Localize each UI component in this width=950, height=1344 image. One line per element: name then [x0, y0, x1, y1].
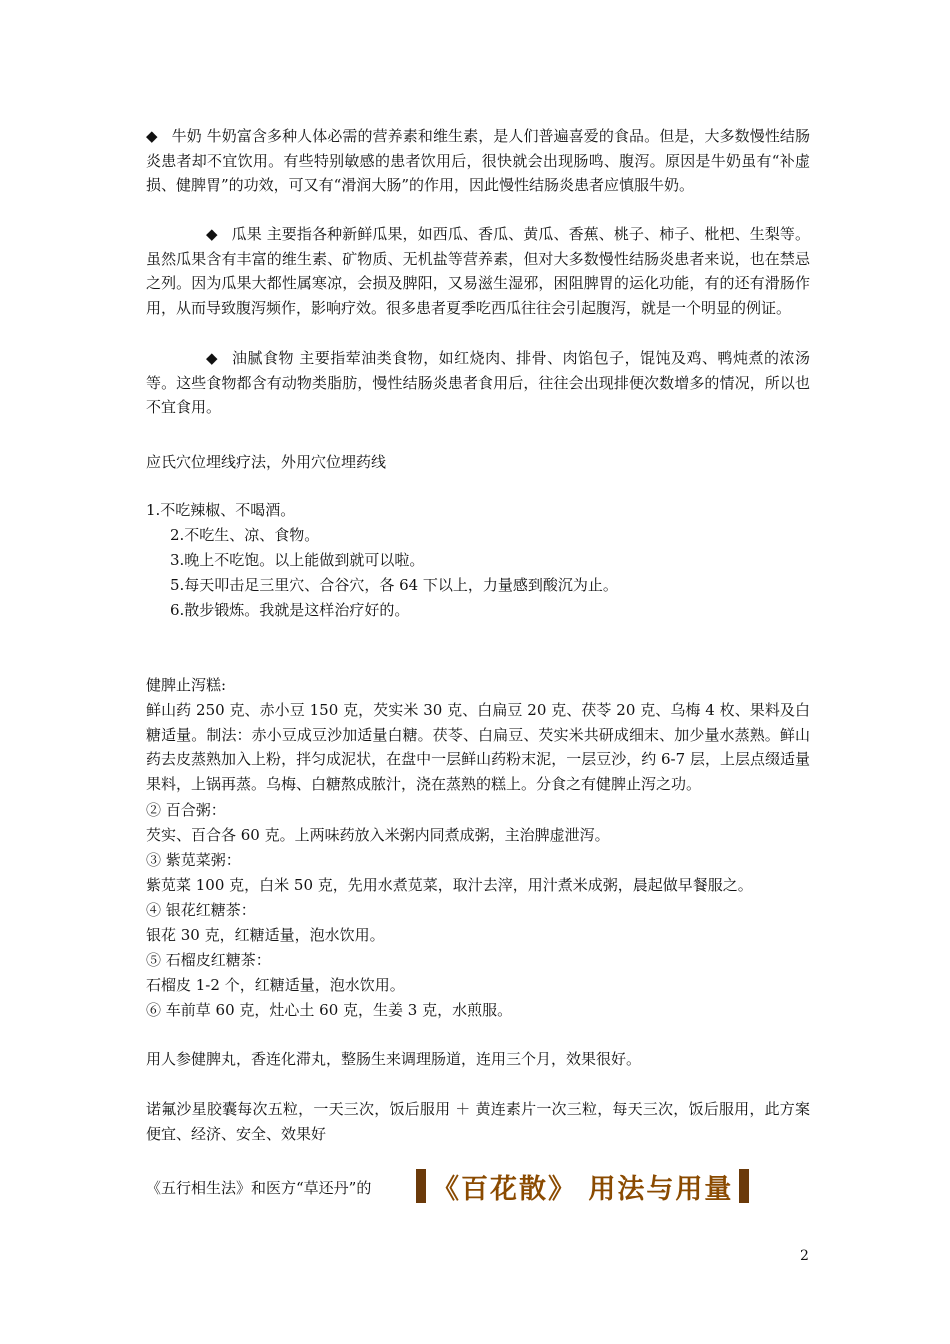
tip-item: 2.不吃生、凉、食物。: [170, 526, 320, 544]
recipe-line: 银花 30 克，红糖适量，泡水饮用。: [146, 926, 385, 944]
recipe-line: ③ 紫苋菜粥：: [146, 851, 241, 869]
banner-text: 《百花散》 用法与用量: [432, 1173, 734, 1205]
greasy-text: 油腻食物 主要指荤油类食物，如红烧肉、排骨、肉馅包子，馄饨及鸡、鸭炖煮的浓汤等。这些食物都含有动物类脂肪，慢性结肠炎患者食用后，往往会出现排便次数增多的情况，所以也不宜食用。: [146, 349, 810, 416]
recipe-line: ④ 银花红糖茶：: [146, 901, 256, 919]
diamond-bullet-icon: ◆: [146, 127, 158, 145]
diamond-bullet-icon: ◆: [206, 225, 218, 243]
tip-item: 3.晚上不吃饱。以上能做到就可以啦。: [170, 551, 425, 569]
recipe-line: 紫苋菜 100 克，白米 50 克，先用水煮苋菜，取汁去滓，用汁煮米成粥，晨起做早餐服之。: [146, 876, 753, 894]
milk-paragraph: [146, 124, 810, 198]
recipe-line: ⑥ 车前草 60 克，灶心土 60 克，生姜 3 克，水煎服。: [146, 1001, 513, 1019]
recipe-line: ⑤ 石榴皮红糖茶：: [146, 951, 271, 969]
left-bracket-icon: [416, 1169, 426, 1203]
tip-item: 6.散步锻炼。我就是这样治疗好的。: [170, 601, 410, 619]
pills-line: 用人参健脾丸，香连化滞丸，整肠生来调理肠道，连用三个月，效果很好。: [146, 1050, 642, 1068]
diamond-bullet-icon: ◆: [206, 349, 218, 367]
antibiotic-paragraph: 诺氟沙星胶囊每次五粒，一天三次，饭后服用 ＋ 黄连素片一次三粒，每天三次，饭后服用，此方案便宜、经济、安全、效果好: [146, 1100, 810, 1143]
right-bracket-icon: [739, 1169, 749, 1203]
recipe-cake-text: 鲜山药 250 克、赤小豆 150 克，芡实米 30 克、白扁豆 20 克、茯苓 20 克、乌梅 4 枚、果料及白糖适量。制法：赤小豆成豆沙加适量白糖。茯苓、白扁豆、芡实米共研成细末、加少量水蒸熟。鲜山药去皮蒸熟加入上粉，拌匀成泥状，在盘中一层鲜山药粉末泥，一层豆沙，约 6-7 层，上层点缀适量果料，上锅再蒸。乌梅、白糖熬成脓汁，浇在蒸熟的糕上。分食之有健脾止泻之功。: [146, 701, 810, 793]
recipe-line: 芡实、百合各 60 克。上两味药放入米粥内同煮成粥，主治脾虚泄泻。: [146, 826, 610, 844]
recipe-line: ② 百合粥：: [146, 801, 226, 819]
recipe-line: 石榴皮 1-2 个，红糖适量，泡水饮用。: [146, 976, 405, 994]
greasy-paragraph: [146, 346, 810, 420]
milk-text: 牛奶 牛奶富含多种人体必需的营养素和维生素，是人们普遍喜爱的食品。但是，大多数慢性结肠炎患者却不宜饮用。有些特别敏感的患者饮用后，很快就会出现肠鸣、腹泻。原因是牛奶虽有“补虚损、健脾胃”的功效，可又有“滑润大肠”的作用，因此慢性结肠炎患者应慎服牛奶。: [146, 127, 810, 194]
tip-item: 1.不吃辣椒、不喝酒。: [146, 501, 296, 519]
tip-item: 5.每天叩击足三里穴、合谷穴，各 64 下以上，力量感到酸沉为止。: [170, 576, 618, 594]
footer-line: 《五行相生法》和医方“草还丹”的: [146, 1179, 372, 1197]
fruit-paragraph: [146, 222, 810, 320]
fruit-text: 瓜果 主要指各种新鲜瓜果，如西瓜、香瓜、黄瓜、香蕉、桃子、柿子、枇杷、生梨等。虽然瓜果含有丰富的维生素、矿物质、无机盐等营养素，但对大多数慢性结肠炎患者来说，也在禁忌之列。因为瓜果大都性属寒凉，会损及脾阳，又易滋生湿邪，困阻脾胃的运化功能，有的还有滑肠作用，从而导致腹泻频作，影响疗效。很多患者夏季吃西瓜往往会引起腹泻，就是一个明显的例证。: [146, 225, 810, 317]
page-number: 2: [800, 1248, 809, 1264]
recipe-title: 健脾止泻糕:: [146, 676, 227, 694]
baihuasan-title-banner: [410, 1166, 755, 1206]
therapy-line: 应氏穴位埋线疗法，外用穴位埋药线: [146, 453, 387, 471]
